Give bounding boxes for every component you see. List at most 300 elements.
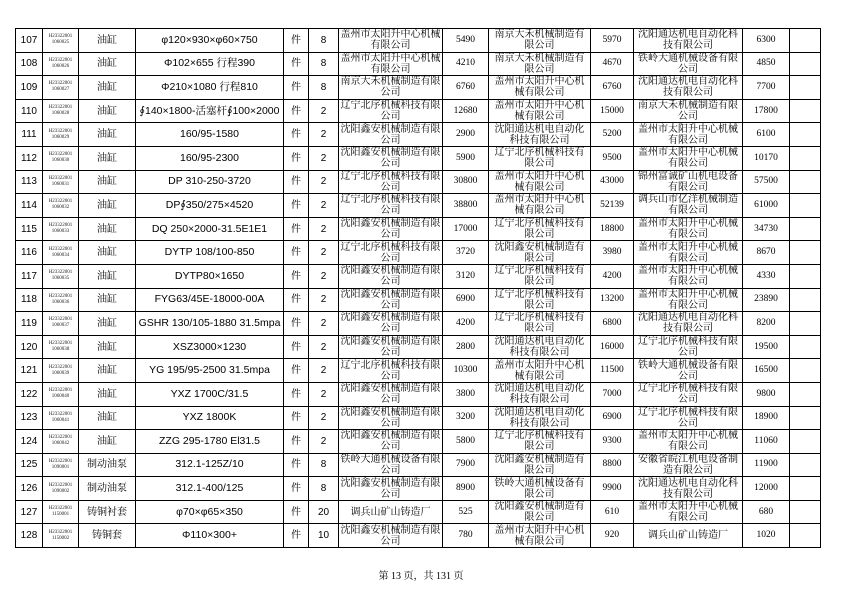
supplier-1-name: 沈阳鑫安机械制造有限公司 — [340, 383, 441, 406]
item-unit: 件 — [284, 359, 309, 383]
supplier-2-price: 18800 — [591, 217, 634, 241]
item-quantity: 2 — [309, 335, 339, 359]
item-name: 油缸 — [79, 382, 136, 406]
item-name: 油缸 — [79, 406, 136, 430]
item-quantity: 2 — [309, 312, 339, 336]
item-quantity: 2 — [309, 217, 339, 241]
table-row — [16, 123, 821, 147]
blank-cell — [790, 288, 821, 312]
item-spec: DYTP 108/100-850 — [136, 241, 284, 265]
row-number: 114 — [16, 194, 43, 218]
supplier-2-price: 5200 — [591, 123, 634, 147]
item-unit: 件 — [284, 170, 309, 194]
item-code: H23322001 1060036 — [43, 288, 79, 312]
blank-cell — [790, 335, 821, 359]
supplier-3-price: 1020 — [743, 524, 790, 548]
item-name: 油缸 — [79, 359, 136, 383]
item-name: 油缸 — [79, 217, 136, 241]
row-number: 107 — [16, 29, 43, 53]
item-name: 油缸 — [79, 52, 136, 76]
supplier-1-price: 5490 — [443, 29, 489, 53]
item-name: 制动油泵 — [79, 477, 136, 501]
supplier-3-name: 盖州市太阳升中心机械有限公司 — [634, 500, 743, 524]
item-name: 油缸 — [79, 264, 136, 288]
item-spec: ∮140×1800-活塞杆∮100×2000 — [136, 99, 284, 123]
item-spec: φ70×φ65×350 — [136, 500, 284, 524]
item-spec: 160/95-2300 — [136, 146, 284, 170]
supplier-3-name: 调兵山矿山铸造厂 — [634, 524, 743, 548]
supplier-2-name: 辽宁北序机械科技有限公司 — [489, 146, 591, 170]
blank-cell — [790, 146, 821, 170]
supplier-3-price: 57500 — [743, 170, 790, 194]
blank-cell — [790, 123, 821, 147]
item-quantity: 2 — [309, 170, 339, 194]
supplier-2-price: 4670 — [591, 52, 634, 76]
item-quantity: 2 — [309, 194, 339, 218]
supplier-3-name: 安徽省皖江机电设备制造有限公司 — [634, 453, 743, 477]
item-code: H23322001 1060033 — [43, 217, 79, 241]
supplier-2-price: 4200 — [591, 264, 634, 288]
supplier-2-price: 43000 — [591, 170, 634, 194]
item-code: H23322001 1090001 — [43, 453, 79, 477]
item-quantity: 8 — [309, 477, 339, 501]
supplier-2-price: 6800 — [591, 312, 634, 336]
item-unit: 件 — [284, 500, 309, 524]
table-row — [16, 500, 821, 524]
item-unit: 件 — [284, 406, 309, 430]
supplier-2-name: 沈阳通达机电自动化科技有限公司 — [489, 123, 591, 147]
table-row — [16, 217, 821, 241]
supplier-3-name: 铁岭大通机械设备有限公司 — [634, 359, 743, 383]
supplier-3-price: 10170 — [743, 146, 790, 170]
item-spec: DYTP80×1650 — [136, 264, 284, 288]
item-name: 铸铜衬套 — [79, 500, 136, 524]
row-number: 123 — [16, 406, 43, 430]
table-row — [16, 430, 821, 454]
supplier-1-name: 调兵山矿山铸造厂 — [339, 500, 443, 524]
item-quantity: 8 — [309, 76, 339, 100]
row-number: 127 — [16, 500, 43, 524]
supplier-3-price: 4330 — [743, 264, 790, 288]
item-code: H23322001 1060032 — [43, 194, 79, 218]
supplier-1-name: 沈阳鑫安机械制造有限公司 — [340, 430, 441, 453]
item-unit: 件 — [284, 335, 309, 359]
row-number: 109 — [16, 76, 43, 100]
item-code: H23322001 1060040 — [43, 382, 79, 406]
supplier-3-name: 沈阳通达机电自动化科技有限公司 — [634, 477, 743, 501]
supplier-3-name: 沈阳通达机电自动化科技有限公司 — [634, 312, 743, 336]
table-row — [16, 312, 821, 336]
item-unit: 件 — [284, 382, 309, 406]
supplier-1-name: 沈阳鑫安机械制造有限公司 — [340, 288, 441, 311]
supplier-2-price: 3980 — [591, 241, 634, 265]
item-quantity: 2 — [309, 264, 339, 288]
item-name: 油缸 — [79, 29, 136, 53]
supplier-1-price: 525 — [443, 500, 489, 524]
supplier-1-price: 4210 — [443, 52, 489, 76]
blank-cell — [790, 524, 821, 548]
blank-cell — [790, 241, 821, 265]
supplier-1-price: 3720 — [443, 241, 489, 265]
blank-cell — [790, 264, 821, 288]
item-code: H23322001 1150002 — [43, 524, 79, 548]
supplier-3-name: 盖州市太阳升中心机械有限公司 — [634, 146, 743, 170]
item-unit: 件 — [284, 194, 309, 218]
supplier-1-name: 铁岭大通机械设备有限公司 — [340, 453, 441, 476]
item-code: H23322001 1060037 — [43, 312, 79, 336]
supplier-3-name: 盖州市太阳升中心机械有限公司 — [634, 430, 743, 454]
table-row — [16, 335, 821, 359]
supplier-3-name: 沈阳通达机电自动化科技有限公司 — [634, 29, 743, 53]
supplier-1-price: 12680 — [443, 99, 489, 123]
item-name: 铸铜套 — [79, 524, 136, 548]
item-quantity: 2 — [309, 406, 339, 430]
row-number: 119 — [16, 312, 43, 336]
supplier-3-price: 19500 — [743, 335, 790, 359]
row-number: 112 — [16, 146, 43, 170]
table-row — [16, 194, 821, 218]
supplier-1-price: 780 — [443, 524, 489, 548]
row-number: 122 — [16, 382, 43, 406]
item-quantity: 2 — [309, 288, 339, 312]
item-code: H23322001 1060042 — [43, 430, 79, 454]
item-code: H23322001 1060026 — [43, 52, 79, 76]
item-quantity: 20 — [309, 500, 339, 524]
item-name: 油缸 — [79, 76, 136, 100]
supplier-2-name: 沈阳通达机电自动化科技有限公司 — [489, 406, 591, 430]
item-code: H23322001 1060038 — [43, 335, 79, 359]
supplier-1-name: 辽宁北序机械科技有限公司 — [340, 359, 441, 382]
item-code: H23322001 1060031 — [43, 170, 79, 194]
item-name: 油缸 — [79, 312, 136, 336]
supplier-3-name: 沈阳通达机电自动化科技有限公司 — [634, 76, 743, 100]
item-name: 油缸 — [79, 241, 136, 265]
row-number: 121 — [16, 359, 43, 383]
table-row — [16, 524, 821, 548]
item-unit: 件 — [284, 29, 309, 53]
supplier-2-name: 沈阳通达机电自动化科技有限公司 — [489, 335, 591, 359]
item-unit: 件 — [284, 524, 309, 548]
blank-cell — [790, 477, 821, 501]
item-code: H23322001 1060034 — [43, 241, 79, 265]
item-spec: YXZ 1700C/31.5 — [136, 382, 284, 406]
supplier-1-name: 沈阳鑫安机械制造有限公司 — [340, 147, 441, 170]
supplier-3-price: 11900 — [743, 453, 790, 477]
supplier-3-price: 11060 — [743, 430, 790, 454]
supplier-3-price: 6300 — [743, 29, 790, 53]
supplier-1-name: 沈阳鑫安机械制造有限公司 — [340, 477, 441, 500]
item-unit: 件 — [284, 264, 309, 288]
supplier-3-price: 18900 — [743, 406, 790, 430]
supplier-1-price: 8900 — [443, 477, 489, 501]
supplier-3-price: 7700 — [743, 76, 790, 100]
item-spec: XSZ3000×1230 — [136, 335, 284, 359]
item-name: 油缸 — [79, 335, 136, 359]
supplier-1-price: 4200 — [443, 312, 489, 336]
item-quantity: 2 — [309, 359, 339, 383]
supplier-3-name: 南京大禾机械制造有限公司 — [634, 99, 743, 123]
item-spec: ZZG 295-1780 El31.5 — [136, 430, 284, 454]
item-code: H23322001 1060041 — [43, 406, 79, 430]
item-code: H23322001 1060039 — [43, 359, 79, 383]
supplier-1-price: 7900 — [443, 453, 489, 477]
supplier-2-name: 辽宁北序机械科技有限公司 — [489, 217, 591, 241]
blank-cell — [790, 194, 821, 218]
supplier-1-price: 10300 — [443, 359, 489, 383]
supplier-1-name: 盖州市太阳升中心机械有限公司 — [340, 29, 441, 52]
supplier-2-name: 辽宁北序机械科技有限公司 — [489, 264, 591, 288]
supplier-2-price: 52139 — [591, 194, 634, 218]
supplier-1-name: 沈阳鑫安机械制造有限公司 — [340, 218, 441, 241]
supplier-2-name: 沈阳鑫安机械制造有限公司 — [489, 500, 591, 524]
quotation-sheet — [15, 28, 820, 548]
supplier-2-name: 辽宁北序机械科技有限公司 — [489, 312, 591, 336]
row-number: 128 — [16, 524, 43, 548]
item-quantity: 2 — [309, 123, 339, 147]
supplier-2-name: 辽宁北序机械科技有限公司 — [489, 288, 591, 312]
item-quantity: 2 — [309, 99, 339, 123]
item-unit: 件 — [284, 477, 309, 501]
supplier-1-name: 沈阳鑫安机械制造有限公司 — [340, 123, 441, 146]
table-row — [16, 146, 821, 170]
supplier-2-name: 南京大禾机械制造有限公司 — [489, 52, 591, 76]
table-body — [16, 29, 821, 548]
item-unit: 件 — [284, 99, 309, 123]
table-row — [16, 359, 821, 383]
supplier-3-price: 9800 — [743, 382, 790, 406]
item-quantity: 2 — [309, 382, 339, 406]
supplier-3-price: 8200 — [743, 312, 790, 336]
table-row — [16, 76, 821, 100]
supplier-3-price: 61000 — [743, 194, 790, 218]
item-code: H23322001 1060027 — [43, 76, 79, 100]
supplier-3-price: 34730 — [743, 217, 790, 241]
supplier-2-name: 盖州市太阳升中心机械有限公司 — [489, 170, 591, 194]
item-spec: φ120×930×φ60×750 — [136, 29, 284, 53]
supplier-1-name: 沈阳鑫安机械制造有限公司 — [340, 524, 441, 547]
supplier-3-price: 16500 — [743, 359, 790, 383]
supplier-2-name: 盖州市太阳升中心机械有限公司 — [489, 524, 591, 548]
supplier-3-name: 盖州市太阳升中心机械有限公司 — [634, 288, 743, 312]
row-number: 113 — [16, 170, 43, 194]
supplier-1-price: 30800 — [443, 170, 489, 194]
item-code: H23322001 1090002 — [43, 477, 79, 501]
item-name: 油缸 — [79, 99, 136, 123]
item-spec: Φ210×1080 行程810 — [136, 76, 284, 100]
supplier-3-name: 盖州市太阳升中心机械有限公司 — [634, 123, 743, 147]
supplier-2-price: 6760 — [591, 76, 634, 100]
item-quantity: 2 — [309, 430, 339, 454]
supplier-2-price: 9500 — [591, 146, 634, 170]
page-number-footer: 第 13 页，共 131 页 — [378, 571, 464, 582]
supplier-2-price: 15000 — [591, 99, 634, 123]
supplier-3-price: 680 — [743, 500, 790, 524]
blank-cell — [790, 430, 821, 454]
item-unit: 件 — [284, 52, 309, 76]
supplier-1-name: 辽宁北序机械科技有限公司 — [340, 170, 441, 193]
item-code: H23322001 1150001 — [43, 500, 79, 524]
supplier-2-name: 铁岭大通机械设备有限公司 — [489, 477, 591, 501]
supplier-1-price: 17000 — [443, 217, 489, 241]
item-spec: DQ 250×2000-31.5E1E1 — [136, 217, 284, 241]
blank-cell — [790, 500, 821, 524]
item-spec: FYG63/45E-18000-00A — [136, 288, 284, 312]
supplier-2-price: 7000 — [591, 382, 634, 406]
supplier-2-price: 9900 — [591, 477, 634, 501]
table-row — [16, 170, 821, 194]
table-row — [16, 406, 821, 430]
supplier-1-price: 6760 — [443, 76, 489, 100]
supplier-2-price: 11500 — [591, 359, 634, 383]
supplier-1-price: 3120 — [443, 264, 489, 288]
row-number: 116 — [16, 241, 43, 265]
supplier-3-name: 盖州市太阳升中心机械有限公司 — [634, 264, 743, 288]
item-code: H23322001 1060030 — [43, 146, 79, 170]
blank-cell — [790, 312, 821, 336]
supplier-1-price: 2900 — [443, 123, 489, 147]
supplier-1-price: 2800 — [443, 335, 489, 359]
blank-cell — [790, 453, 821, 477]
supplier-2-name: 南京大禾机械制造有限公司 — [489, 29, 591, 53]
item-unit: 件 — [284, 241, 309, 265]
supplier-1-name: 辽宁北序机械科技有限公司 — [340, 241, 441, 264]
blank-cell — [790, 406, 821, 430]
supplier-1-price: 5800 — [443, 430, 489, 454]
item-spec: Φ110×300+ — [136, 524, 284, 548]
supplier-3-name: 铁岭大通机械设备有限公司 — [634, 52, 743, 76]
supplier-2-name: 沈阳鑫安机械制造有限公司 — [489, 241, 591, 265]
item-quantity: 10 — [309, 524, 339, 548]
supplier-2-price: 6900 — [591, 406, 634, 430]
supplier-3-name: 辽宁北序机械科技有限公司 — [634, 382, 743, 406]
table-row — [16, 264, 821, 288]
supplier-1-name: 沈阳鑫安机械制造有限公司 — [340, 312, 441, 335]
supplier-2-name: 盖州市太阳升中心机械有限公司 — [489, 76, 591, 100]
supplier-1-name: 沈阳鑫安机械制造有限公司 — [340, 336, 441, 359]
supplier-2-price: 610 — [591, 500, 634, 524]
item-name: 油缸 — [79, 170, 136, 194]
row-number: 118 — [16, 288, 43, 312]
blank-cell — [790, 217, 821, 241]
row-number: 125 — [16, 453, 43, 477]
item-code: H23322001 1060025 — [43, 29, 79, 53]
item-code: H23322001 1060035 — [43, 264, 79, 288]
supplier-3-price: 12000 — [743, 477, 790, 501]
supplier-1-name: 辽宁北序机械科技有限公司 — [340, 194, 441, 217]
blank-cell — [790, 99, 821, 123]
row-number: 126 — [16, 477, 43, 501]
supplier-2-price: 13200 — [591, 288, 634, 312]
supplier-1-name: 辽宁北序机械科技有限公司 — [340, 100, 441, 123]
item-name: 油缸 — [79, 146, 136, 170]
blank-cell — [790, 29, 821, 53]
supplier-2-price: 9300 — [591, 430, 634, 454]
supplier-3-price: 23890 — [743, 288, 790, 312]
table-row — [16, 288, 821, 312]
item-quantity: 2 — [309, 241, 339, 265]
item-unit: 件 — [284, 288, 309, 312]
item-name: 制动油泵 — [79, 453, 136, 477]
supplier-3-name: 辽宁北序机械科技有限公司 — [634, 406, 743, 430]
item-unit: 件 — [284, 217, 309, 241]
supplier-3-price: 8670 — [743, 241, 790, 265]
supplier-3-name: 调兵山市亿洋机械制造有限公司 — [634, 194, 743, 218]
row-number: 115 — [16, 217, 43, 241]
supplier-2-price: 5970 — [591, 29, 634, 53]
item-unit: 件 — [284, 430, 309, 454]
item-name: 油缸 — [79, 288, 136, 312]
supplier-2-name: 沈阳通达机电自动化科技有限公司 — [489, 382, 591, 406]
supplier-3-price: 4850 — [743, 52, 790, 76]
item-spec: GSHR 130/105-1880 31.5mpa — [136, 312, 284, 336]
blank-cell — [790, 359, 821, 383]
item-unit: 件 — [284, 312, 309, 336]
item-quantity: 2 — [309, 146, 339, 170]
item-spec: Φ102×655 行程390 — [136, 52, 284, 76]
item-spec: YG 195/95-2500 31.5mpa — [136, 359, 284, 383]
supplier-1-price: 5900 — [443, 146, 489, 170]
supplier-3-name: 盖州市太阳升中心机械有限公司 — [634, 241, 743, 265]
supplier-3-name: 锦州富诚矿山机电设备有限公司 — [634, 170, 743, 194]
item-unit: 件 — [284, 123, 309, 147]
item-spec: 312.1-400/125 — [136, 477, 284, 501]
blank-cell — [790, 76, 821, 100]
item-quantity: 8 — [309, 29, 339, 53]
supplier-2-price: 8800 — [591, 453, 634, 477]
item-code: H23322001 1060028 — [43, 99, 79, 123]
item-quantity: 8 — [309, 52, 339, 76]
table-row — [16, 29, 821, 53]
supplier-1-name: 沈阳鑫安机械制造有限公司 — [340, 406, 441, 429]
supplier-3-name: 辽宁北序机械科技有限公司 — [634, 335, 743, 359]
item-name: 油缸 — [79, 194, 136, 218]
blank-cell — [790, 382, 821, 406]
table-row — [16, 52, 821, 76]
row-number: 110 — [16, 99, 43, 123]
supplier-1-name: 盖州市太阳升中心机械有限公司 — [340, 52, 441, 75]
item-quantity: 8 — [309, 453, 339, 477]
supplier-3-price: 17800 — [743, 99, 790, 123]
supplier-2-price: 920 — [591, 524, 634, 548]
item-spec: DP 310-250-3720 — [136, 170, 284, 194]
item-code: H23322001 1060029 — [43, 123, 79, 147]
item-spec: 160/95-1580 — [136, 123, 284, 147]
supplier-2-price: 16000 — [591, 335, 634, 359]
blank-cell — [790, 170, 821, 194]
supplier-2-name: 辽宁北序机械科技有限公司 — [489, 430, 591, 454]
item-unit: 件 — [284, 453, 309, 477]
row-number: 111 — [16, 123, 43, 147]
table-row — [16, 453, 821, 477]
item-spec: DP∮350/275×4520 — [136, 194, 284, 218]
row-number: 120 — [16, 335, 43, 359]
item-unit: 件 — [284, 76, 309, 100]
supplier-1-price: 3800 — [443, 382, 489, 406]
item-spec: YXZ 1800K — [136, 406, 284, 430]
supplier-3-price: 6100 — [743, 123, 790, 147]
table-row — [16, 99, 821, 123]
table-row — [16, 382, 821, 406]
supplier-1-name: 南京大禾机械制造有限公司 — [340, 76, 441, 99]
table-row — [16, 477, 821, 501]
row-number: 108 — [16, 52, 43, 76]
item-name: 油缸 — [79, 123, 136, 147]
supplier-3-name: 盖州市太阳升中心机械有限公司 — [634, 217, 743, 241]
table-row — [16, 241, 821, 265]
supplier-2-name: 盖州市太阳升中心机械有限公司 — [489, 359, 591, 383]
supplier-2-name: 盖州市太阳升中心机械有限公司 — [489, 99, 591, 123]
supplier-1-price: 6900 — [443, 288, 489, 312]
